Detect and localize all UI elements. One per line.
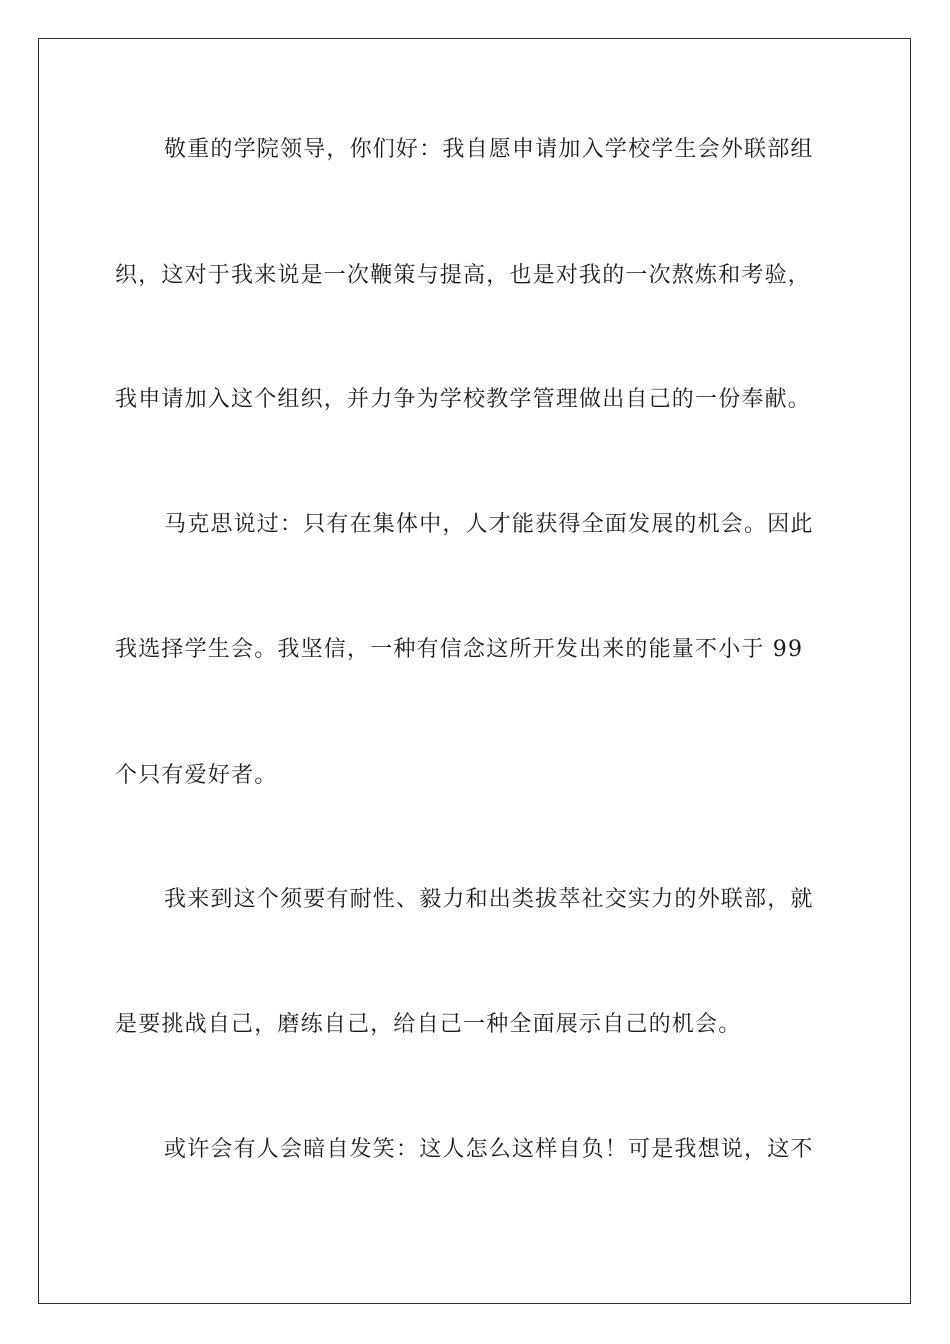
paragraph-1-line-3: 我申请加入这个组织，并力争为学校教学管理做出自己的一份奉献。 — [115, 387, 812, 412]
paragraph-1-line-2: 织，这对于我来说是一次鞭策与提高，也是对我的一次熬炼和考验， — [115, 263, 812, 288]
paragraph-2-line-1: 马克思说过：只有在集体中，人才能获得全面发展的机会。因此 — [164, 512, 814, 537]
paragraph-2-line-2: 我选择学生会。我坚信，一种有信念这所开发出来的能量不小于 99 — [115, 637, 804, 662]
paragraph-1-line-1: 敬重的学院领导，你们好：我自愿申请加入学校学生会外联部组 — [164, 137, 814, 162]
paragraph-2-line-3: 个只有爱好者。 — [115, 763, 278, 788]
paragraph-3-line-2: 是要挑战自己，磨练自己，给自己一种全面展示自己的机会。 — [115, 1012, 742, 1037]
page-border — [38, 38, 911, 1304]
paragraph-3-line-1: 我来到这个须要有耐性、毅力和出类拔萃社交实力的外联部，就 — [164, 887, 814, 912]
paragraph-4-line-1: 或许会有人会暗自发笑：这人怎么这样自负！可是我想说，这不 — [164, 1137, 814, 1162]
